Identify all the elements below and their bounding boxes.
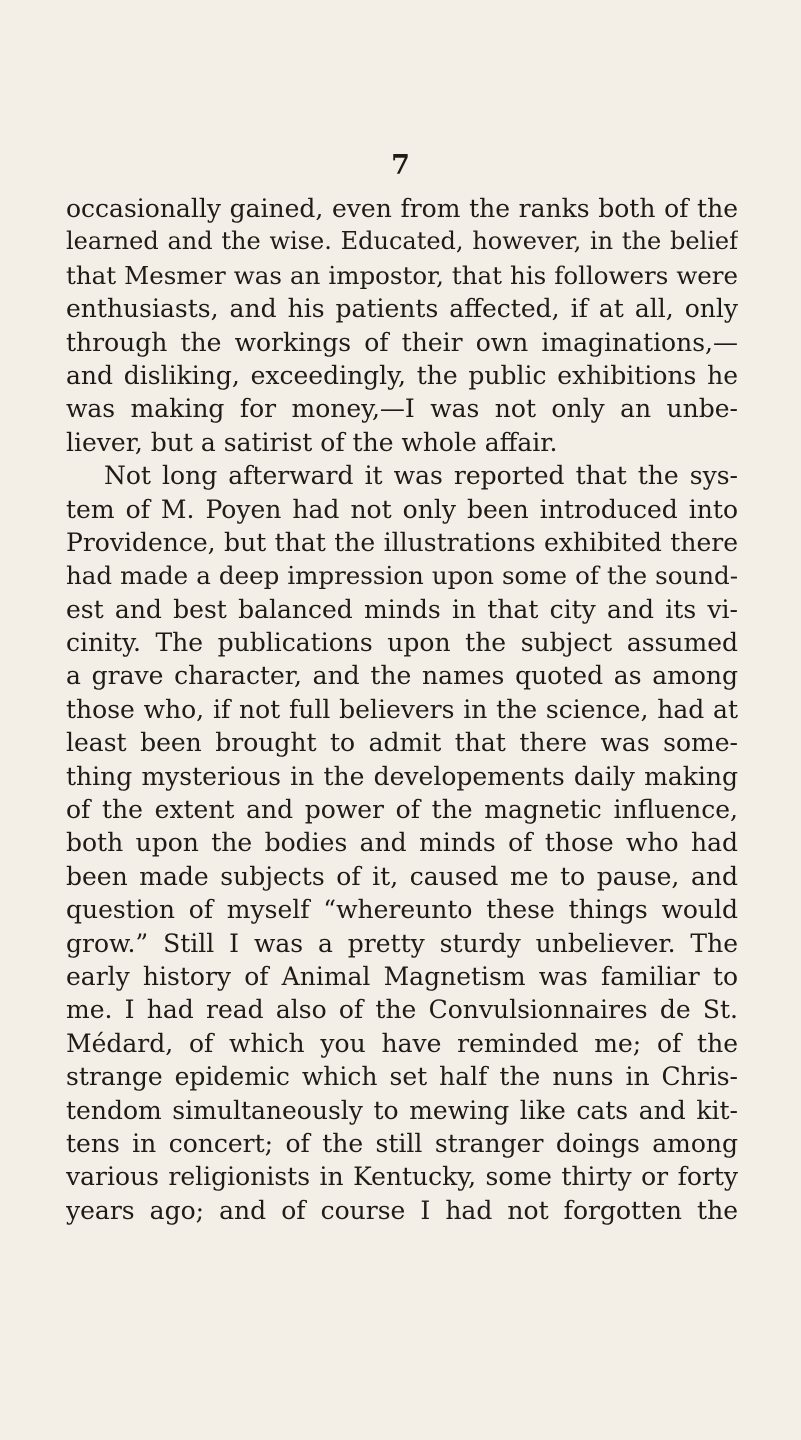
text-line: tens in concert; of the still stranger doings among [66, 1128, 738, 1158]
text-line: of the extent and power of the magnetic influence, [66, 795, 738, 825]
text-line: occasionally gained, even from the ranks both of the [66, 194, 738, 223]
text-line: Providence, but that the illustrations exhibited there [66, 527, 738, 557]
text-line: had made a deep impression upon some of the sound- [66, 561, 738, 591]
text-line: through the workings of their own imaginations,— [66, 327, 738, 357]
text-line: was making for money,—I was not only an unbe- [66, 394, 738, 424]
text-line: tendom simultaneously to mewing like cats and kit- [66, 1095, 738, 1125]
text-line: early history of Animal Magnetism was familiar to [66, 961, 738, 991]
text-line: years ago; and of course I had not forgotten the [66, 1195, 738, 1225]
text-line: question of myself “whereunto these things would [66, 895, 738, 925]
text-line: and disliking, exceedingly, the public exhibitions he [66, 360, 738, 390]
text-line: been made subjects of it, caused me to pause, and [66, 861, 738, 891]
text-line: learned and the wise. Educated, however, in the belief [66, 227, 738, 256]
text-line: cinity. The publications upon the subject assumed [66, 628, 738, 658]
text-line: those who, if not full believers in the science, had at [66, 694, 738, 724]
text-line: least been brought to admit that there was some- [66, 728, 738, 758]
text-line: enthusiasts, and his patients affected, if at all, only [66, 294, 738, 324]
text-line: liever, but a satirist of the whole affair. [66, 427, 558, 457]
body-text [66, 192, 738, 1227]
text-line: Médard, of which you have reminded me; of the [66, 1028, 738, 1058]
text-line: that Mesmer was an impostor, that his followers were [66, 260, 738, 290]
text-line: me. I had read also of the Convulsionnaires de St. [66, 995, 738, 1025]
text-line: thing mysterious in the developements daily making [66, 761, 738, 791]
text-line: est and best balanced minds in that city and its vi- [66, 594, 738, 624]
text-line: a grave character, and the names quoted as among [66, 661, 738, 691]
text-line: Not long afterward it was reported that the sys- [104, 461, 738, 491]
page-number: 7 [391, 150, 410, 181]
text-line: grow.” Still I was a pretty sturdy unbeliever. The [66, 928, 738, 958]
text-line: strange epidemic which set half the nuns in Chris- [66, 1062, 738, 1092]
text-line: both upon the bodies and minds of those who had [66, 828, 738, 858]
text-line: tem of M. Poyen had not only been introduced into [66, 494, 738, 524]
text-line: various religionists in Kentucky, some thirty or forty [66, 1162, 738, 1192]
